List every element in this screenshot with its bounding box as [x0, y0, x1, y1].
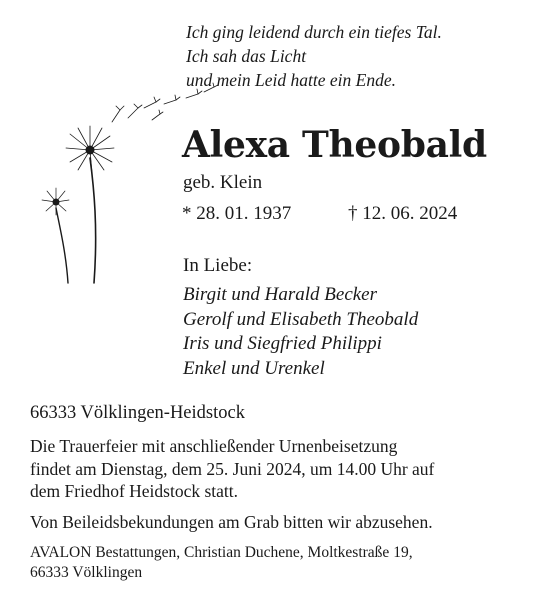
- undertaker-info: [30, 543, 530, 583]
- poem-line: Ich ging leidend durch ein tiefes Tal.: [186, 22, 442, 42]
- death-date: † 12. 06. 2024: [348, 203, 458, 224]
- birth-date: * 28. 01. 1937: [182, 203, 292, 224]
- ceremony-line: Die Trauerfeier mit anschließender Urnenbeisetzung: [30, 436, 398, 456]
- mourner-name: Enkel und Urenkel: [183, 357, 325, 379]
- ceremony-info: [30, 435, 530, 503]
- poem-line: und mein Leid hatte ein Ende.: [186, 70, 396, 90]
- mourner-name: Gerolf und Elisabeth Theobald: [183, 308, 419, 330]
- undertaker-line: 66333 Völklingen: [30, 564, 143, 581]
- undertaker-line: AVALON Bestattungen, Christian Duchene, Moltkestraße 19,: [30, 544, 413, 561]
- mourner-name: Birgit und Harald Becker: [183, 284, 378, 305]
- deceased-name: Alexa Theobald: [182, 124, 487, 166]
- condolence-note: Von Beileidsbekundungen am Grab bitten wir abzusehen.: [30, 512, 433, 532]
- place: 66333 Völklingen-Heidstock: [30, 403, 245, 423]
- born-name: geb. Klein: [183, 172, 263, 193]
- mourners-list: [183, 283, 523, 381]
- ceremony-line: dem Friedhof Heidstock statt.: [30, 481, 239, 501]
- mourners-intro: In Liebe:: [183, 255, 253, 276]
- poem: [186, 20, 526, 92]
- ceremony-line: findet am Dienstag, dem 25. Juni 2024, um 14.00 Uhr auf: [30, 458, 435, 479]
- poem-line: Ich sah das Licht: [186, 46, 307, 66]
- mourner-name: Iris und Siegfried Philippi: [183, 333, 382, 354]
